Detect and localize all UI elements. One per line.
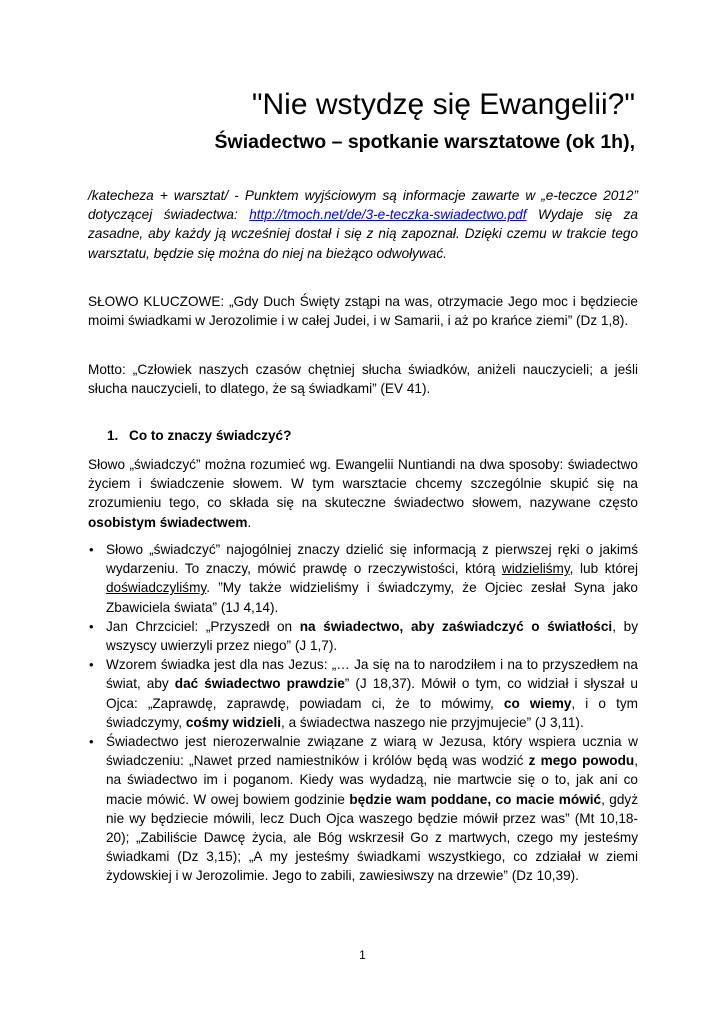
bullet-icon: •: [89, 734, 94, 750]
section-heading-text: Co to znaczy świadczyć?: [129, 428, 292, 443]
section-paragraph: [88, 455, 638, 532]
list-underlined: doświadczyliśmy: [106, 580, 207, 596]
list-text: Wzorem świadka jest dla nas Jezus: „… Ja się na to narodziłem i na to przyszedłem na świat, aby: [106, 657, 638, 692]
list-text: Świadectwo jest nierozerwalnie związane z wiarą w Jezusa, który wspiera ucznia w świadczeniu: „Nawet przed namiestników i królów będą was wodzić: [106, 734, 638, 769]
e-teczka-link[interactable]: http://tmoch.net/de/3-e-teczka-swiadectwo.pdf: [249, 207, 527, 223]
section-paragraph-bold: osobistym świadectwem: [88, 514, 248, 530]
list-text: , na świadectwo im i poganom. Kiedy was wydadzą, nie martwcie się o to, jak ani co macie mówić. W owej bowiem godzinie: [106, 753, 638, 807]
list-text: ” (J 18,37). Mówił o tym, co widział i słyszał u Ojca: „Zaprawdę, zaprawdę, powiadam ci, że to mówimy,: [106, 676, 638, 711]
list-bold: co wiemy: [503, 695, 572, 711]
section-number: 1.: [107, 428, 119, 443]
list-text: , by wszyscy uwierzyli przez niego” (J 1,7).: [106, 618, 638, 654]
list-text: , i o tym świadczymy,: [106, 695, 638, 730]
list-bold: cośmy widzieli: [185, 714, 282, 730]
list-text: . ”My także widzieliśmy i świadczymy, że Ojciec zesłał Syna jako Zbawiciela świata” (1J 4,14).: [106, 580, 638, 615]
list-text: Słowo „świadczyć” najogólniej znaczy dzielić się informacją z pierwszej ręki o jakimś wydarzeniu. To znaczy, mówić prawdę o rzeczywistości, którą: [106, 542, 638, 577]
list-text: , gdyż nie wy będziecie mówili, lecz Duch Ojca waszego będzie mówił przez was” (Mt 10,18-20); „Zabiliście Dawcę życia, ale Bóg wskrzesił Go z martwych, czego my jesteśmy świadkami (Dz 3,15); „A my jesteśmy świadkami wszystkiego, co zdziałał w ziemi żydowskiej i w Jerozolimie. Jego to zabili, zawiesiwszy na drzewie” (Dz 10,39).: [106, 791, 639, 884]
list-item: [88, 655, 638, 732]
list-bold: z mego powodu: [528, 753, 635, 769]
list-item: [88, 540, 638, 617]
document-title: "Nie wstydzę się Ewangelii?": [251, 88, 635, 121]
keyword-paragraph: SŁOWO KLUCZOWE: „Gdy Duch Święty zstąpi na was, otrzymacie Jego moc i będziecie moimi świadkami w Jerozolimie i w całej Judei, i w Samarii, i aż po krańce ziemi” (Dz 1,8).: [88, 294, 638, 329]
bullet-icon: •: [89, 657, 94, 673]
list-text: , lub której: [569, 561, 638, 577]
list-underlined: widzieliśmy: [501, 561, 570, 577]
bullet-list: [88, 540, 638, 886]
section-heading: [107, 428, 291, 443]
page-number: 1: [359, 948, 366, 962]
bullet-icon: •: [89, 542, 94, 557]
list-text: , a świadectwa naszego nie przyjmujecie” (J 3,11).: [281, 714, 584, 730]
intro-paragraph: [88, 186, 638, 263]
list-item: [88, 732, 638, 886]
list-bold: na świadectwo, aby zaświadczyć o światłości: [299, 618, 613, 634]
motto-paragraph: Motto: „Człowiek naszych czasów chętniej słucha świadków, aniżeli nauczycieli; a jeśli słucha nauczycieli, to dlatego, że są świadkami” (EV 41).: [88, 362, 638, 397]
section-paragraph-end: .: [247, 514, 252, 530]
intro-text-end: Wydaje się za zasadne, aby każdy ją wcześniej dostał i się z nią zapoznał. Dzięki czemu w trakcie tego warsztatu, będzie się można do niej na bieżąco odwoływać.: [88, 207, 638, 261]
list-item: [88, 617, 638, 655]
document-subtitle: Świadectwo – spotkanie warsztatowe (ok 1h),: [214, 131, 635, 153]
list-bold: będzie wam poddane, co macie mówić: [349, 791, 602, 807]
bullet-icon: •: [89, 618, 94, 634]
section-paragraph-text: Słowo „świadczyć” można rozumieć wg. Ewangelii Nuntiandi na dwa sposoby: świadectwo życiem i świadczenie słowem. W tym warsztacie chcemy szczególnie skupić się na zrozumieniu tego, co składa się na skuteczne świadectwo słowem, nazywane często: [88, 457, 638, 511]
intro-text: /katecheza + warsztat/ - Punktem wyjściowym są informacje zawarte w „e-teczce 2012” dotyczącej świadectwa:: [88, 188, 638, 223]
list-bold: dać świadectwo prawdzie: [174, 676, 345, 692]
list-text: Jan Chrzciciel: „Przyszedł on: [106, 618, 300, 634]
